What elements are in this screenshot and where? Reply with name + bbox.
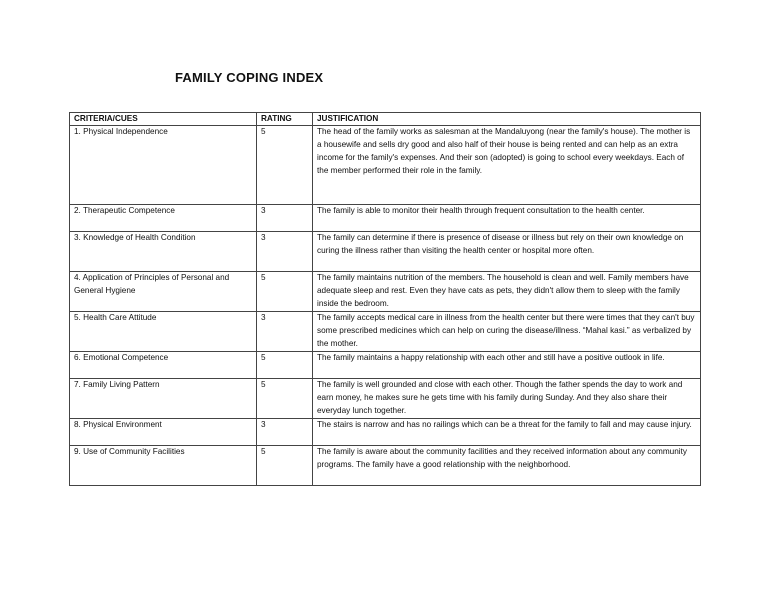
rating-cell: 3 xyxy=(257,419,313,446)
rating-cell: 3 xyxy=(257,205,313,232)
table-row xyxy=(70,232,701,272)
justification-cell: The family can determine if there is presence of disease or illness but rely on their own knowledge on curing the illness rather than visiting the health center or hospital more often. xyxy=(313,232,701,272)
table-row xyxy=(70,446,701,486)
column-header-rating: RATING xyxy=(257,113,313,126)
table-header-row xyxy=(70,113,701,126)
criteria-cell: 2. Therapeutic Competence xyxy=(70,205,257,232)
table-row xyxy=(70,205,701,232)
table-row xyxy=(70,312,701,352)
rating-cell: 5 xyxy=(257,272,313,312)
justification-cell: The family is able to monitor their health through frequent consultation to the health center. xyxy=(313,205,701,232)
column-header-justification: JUSTIFICATION xyxy=(313,113,701,126)
rating-cell: 5 xyxy=(257,446,313,486)
rating-cell: 3 xyxy=(257,232,313,272)
justification-cell: The head of the family works as salesman at the Mandaluyong (near the family's house). The mother is a housewife and sells dry good and also half of their house is being rented and can help as an extra income for the family's expenses. And their son (adopted) is going to school every weekdays. Each of the member performed their role in the family. xyxy=(313,126,701,205)
criteria-cell: 7. Family Living Pattern xyxy=(70,379,257,419)
criteria-cell: 3. Knowledge of Health Condition xyxy=(70,232,257,272)
justification-cell: The family is aware about the community facilities and they received information about any community programs. The family have a good relationship with the neighborhood. xyxy=(313,446,701,486)
criteria-cell: 9. Use of Community Facilities xyxy=(70,446,257,486)
justification-cell: The family is well grounded and close with each other. Though the father spends the day to work and earn money, he makes sure he gets time with his family during Sunday. And they also share their everyday lunch together. xyxy=(313,379,701,419)
justification-cell: The family maintains nutrition of the members. The household is clean and well. Family members have adequate sleep and rest. Even they have cats as pets, they didn't allow them to sleep with the family inside the bedroom. xyxy=(313,272,701,312)
family-coping-index-table xyxy=(69,112,701,486)
table-row xyxy=(70,379,701,419)
table-row xyxy=(70,352,701,379)
rating-cell: 3 xyxy=(257,312,313,352)
justification-cell: The stairs is narrow and has no railings which can be a threat for the family to fall and may cause injury. xyxy=(313,419,701,446)
column-header-criteria: CRITERIA/CUES xyxy=(70,113,257,126)
rating-cell: 5 xyxy=(257,126,313,205)
rating-cell: 5 xyxy=(257,379,313,419)
justification-cell: The family accepts medical care in illness from the health center but there were times that they can't buy some prescribed medicines which can help on curing the disease/illness. “Mahal kasi.” as verbalized by the mother. xyxy=(313,312,701,352)
table-row xyxy=(70,272,701,312)
page-title: FAMILY COPING INDEX xyxy=(175,70,324,85)
table-row xyxy=(70,126,701,205)
justification-cell: The family maintains a happy relationship with each other and still have a positive outlook in life. xyxy=(313,352,701,379)
criteria-cell: 1. Physical Independence xyxy=(70,126,257,205)
criteria-cell: 5. Health Care Attitude xyxy=(70,312,257,352)
criteria-cell: 8. Physical Environment xyxy=(70,419,257,446)
criteria-cell: 6. Emotional Competence xyxy=(70,352,257,379)
rating-cell: 5 xyxy=(257,352,313,379)
criteria-cell: 4. Application of Principles of Personal and General Hygiene xyxy=(70,272,257,312)
table-row xyxy=(70,419,701,446)
